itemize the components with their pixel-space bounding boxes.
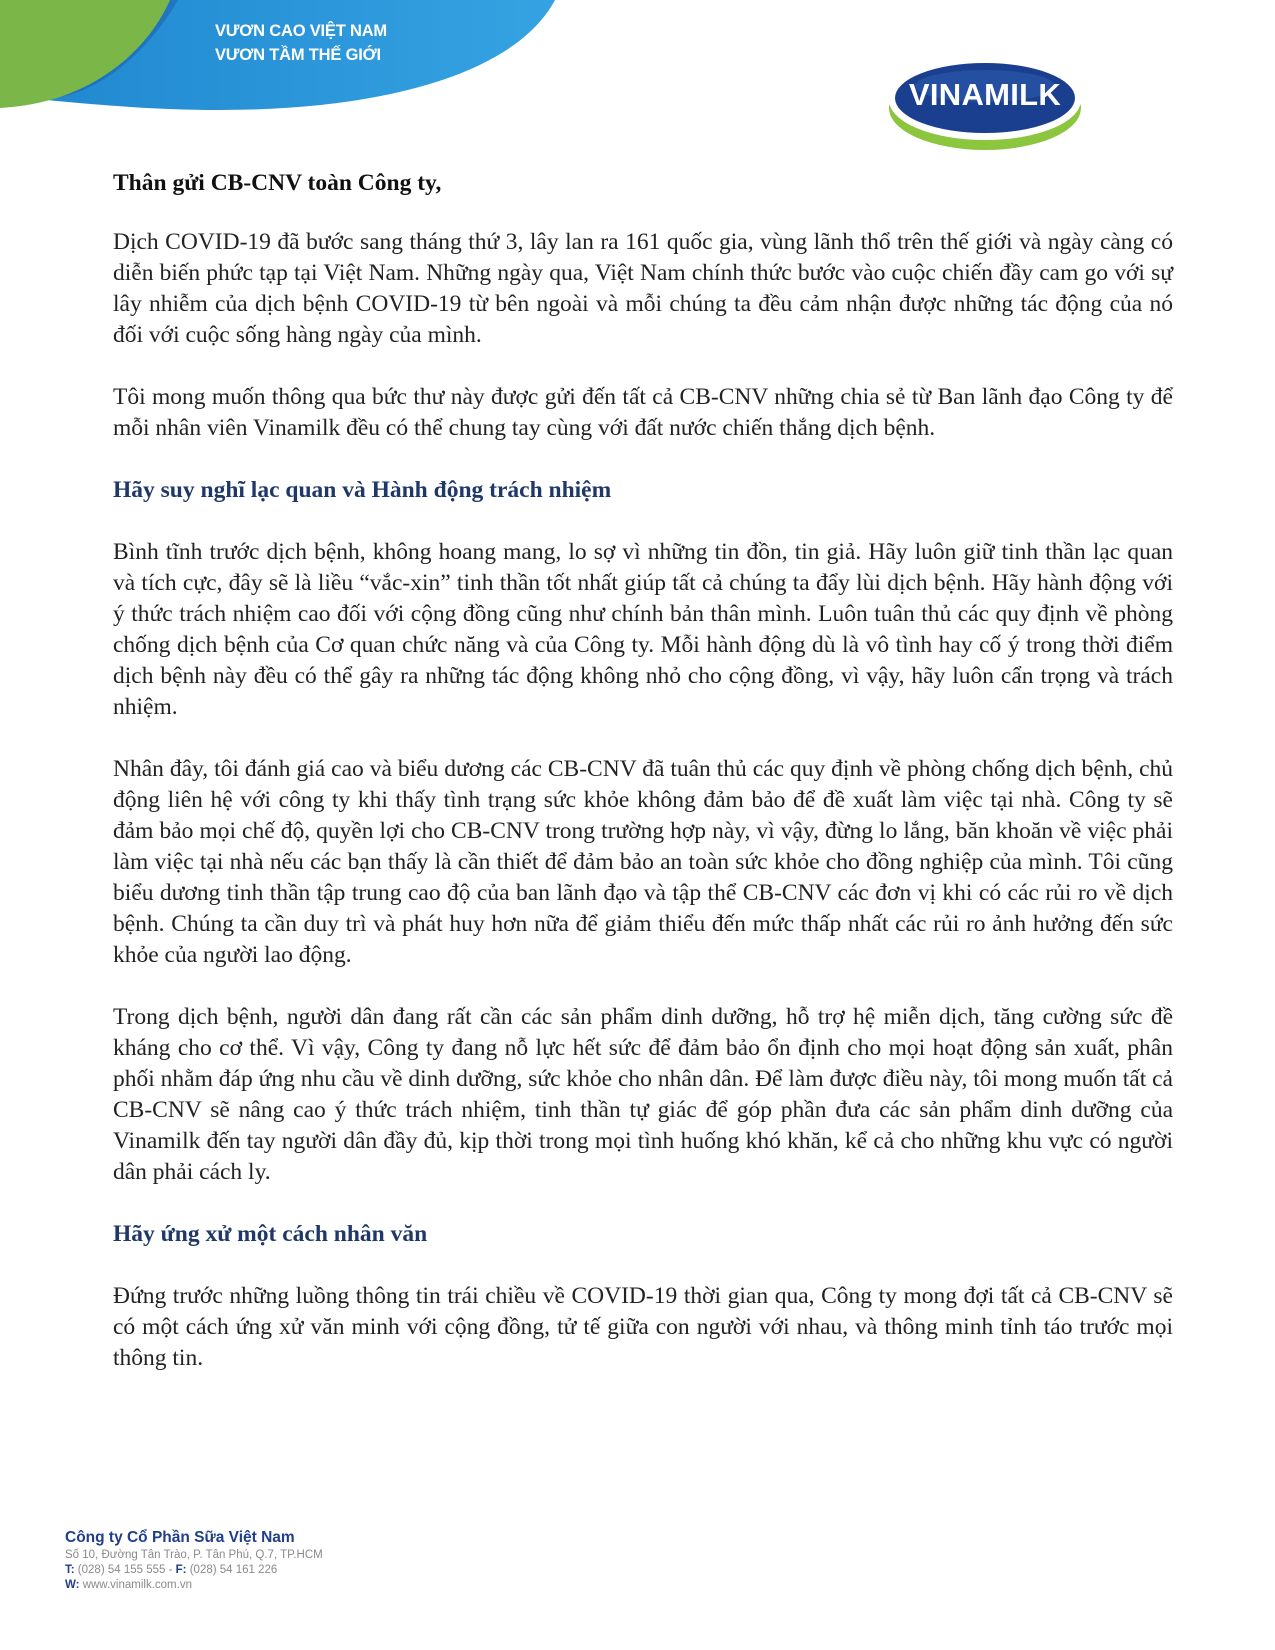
letter-body — [113, 168, 1173, 1405]
footer-separator: - — [168, 1564, 173, 1576]
footer-address: Số 10, Đường Tân Trào, P. Tân Phú, Q.7, TP.HCM — [65, 1549, 323, 1561]
paragraph-1: Dịch COVID-19 đã bước sang tháng thứ 3, lây lan ra 161 quốc gia, vùng lãnh thổ trên thế giới và ngày càng có diễn biến phức tạp tại Việt Nam. Những ngày qua, Việt Nam chính thức bước vào cuộc chiến đầy cam go với sự lây nhiễm của dịch bệnh COVID-19 từ bên ngoài và mỗi chúng ta đều cảm nhận được những tác động của nó đối với cuộc sống hàng ngày của mình. — [113, 229, 1173, 348]
paragraph-4: Nhân đây, tôi đánh giá cao và biểu dương các CB-CNV đã tuân thủ các quy định về phòng chống dịch bệnh, chủ động liên hệ với công ty khi thấy tình trạng sức khỏe không đảm bảo để đề xuất làm việc tại nhà. Công ty sẽ đảm bảo mọi chế độ, quyền lợi cho CB-CNV trong trường hợp này, vì vậy, đừng lo lắng, băn khoăn về việc phải làm việc tại nhà nếu các bạn thấy là cần thiết để đảm bảo an toàn sức khỏe cho đồng nghiệp của mình. Tôi cũng biểu dương tinh thần tập trung cao độ của ban lãnh đạo và tập thể CB-CNV các đơn vị khi có các rủi ro về dịch bệnh. Chúng ta cần duy trì và phát huy hơn nữa để giảm thiểu đến mức thấp nhất các rủi ro ảnh hưởng đến sức khỏe của người lao động. — [113, 756, 1173, 968]
footer-phone-label: T: — [65, 1564, 75, 1576]
paragraph-2: Tôi mong muốn thông qua bức thư này được gửi đến tất cả CB-CNV những chia sẻ từ Ban lãnh đạo Công ty để mỗi nhân viên Vinamilk đều có thể chung tay cùng với đất nước chiến thắng dịch bệnh. — [113, 384, 1173, 441]
section-heading-2: Hãy ứng xử một cách nhân văn — [113, 1221, 428, 1247]
vinamilk-logo-text: VINAMILK — [908, 77, 1062, 112]
footer-website-link[interactable]: www.vinamilk.com.vn — [82, 1579, 192, 1591]
footer — [65, 1528, 323, 1593]
footer-contact-line — [65, 1563, 323, 1578]
footer-web-label: W: — [65, 1579, 80, 1591]
paragraph-5: Trong dịch bệnh, người dân đang rất cần các sản phẩm dinh dưỡng, hỗ trợ hệ miễn dịch, tăng cường sức đề kháng cho cơ thể. Vì vậy, Công ty đang nỗ lực hết sức để đảm bảo ổn định cho mọi hoạt động sản xuất, phân phối nhằm đáp ứng nhu cầu về dinh dưỡng, sức khỏe cho nhân dân. Để làm được điều này, tôi mong muốn tất cả CB-CNV sẽ nâng cao ý thức trách nhiệm, tinh thần tự giác để góp phần đưa các sản phẩm dinh dưỡng của Vinamilk đến tay người dân đầy đủ, kịp thời trong mọi tình huống khó khăn, kể cả cho những khu vực có người dân phải cách ly. — [113, 1004, 1173, 1185]
paragraph-3: Bình tĩnh trước dịch bệnh, không hoang mang, lo sợ vì những tin đồn, tin giả. Hãy luôn giữ tinh thần lạc quan và tích cực, đây sẽ là liều “vắc-xin” tinh thần tốt nhất giúp tất cả chúng ta đẩy lùi dịch bệnh. Hãy hành động với ý thức trách nhiệm cao đối với cộng đồng cũng như chính bản thân mình. Luôn tuân thủ các quy định về phòng chống dịch bệnh của Cơ quan chức năng và của Công ty. Mỗi hành động dù là vô tình hay cố ý trong thời điểm dịch bệnh này đều có thể gây ra những tác động không nhỏ cho cộng đồng, vì vậy, hãy luôn cẩn trọng và trách nhiệm. — [113, 539, 1173, 720]
footer-company-name: Công ty Cổ Phần Sữa Việt Nam — [65, 1529, 295, 1546]
footer-fax-label: F: — [175, 1564, 187, 1576]
footer-web-line — [65, 1578, 323, 1593]
footer-phone: (028) 54 155 555 — [77, 1564, 166, 1576]
footer-fax: (028) 54 161 226 — [189, 1564, 278, 1576]
slogan-line-2: VƯƠN TẦM THẾ GIỚI — [215, 46, 381, 64]
section-heading-1: Hãy suy nghĩ lạc quan và Hành động trách nhiệm — [113, 477, 612, 503]
slogan-line-1: VƯƠN CAO VIỆT NAM — [215, 22, 387, 40]
letter-greeting: Thân gửi CB-CNV toàn Công ty, — [113, 170, 442, 196]
paragraph-6: Đứng trước những luồng thông tin trái chiều về COVID-19 thời gian qua, Công ty mong đợi tất cả CB-CNV sẽ có một cách ứng xử văn minh với cộng đồng, tử tế giữa con người với nhau, và thông minh tỉnh táo trước mọi thông tin. — [113, 1283, 1173, 1371]
